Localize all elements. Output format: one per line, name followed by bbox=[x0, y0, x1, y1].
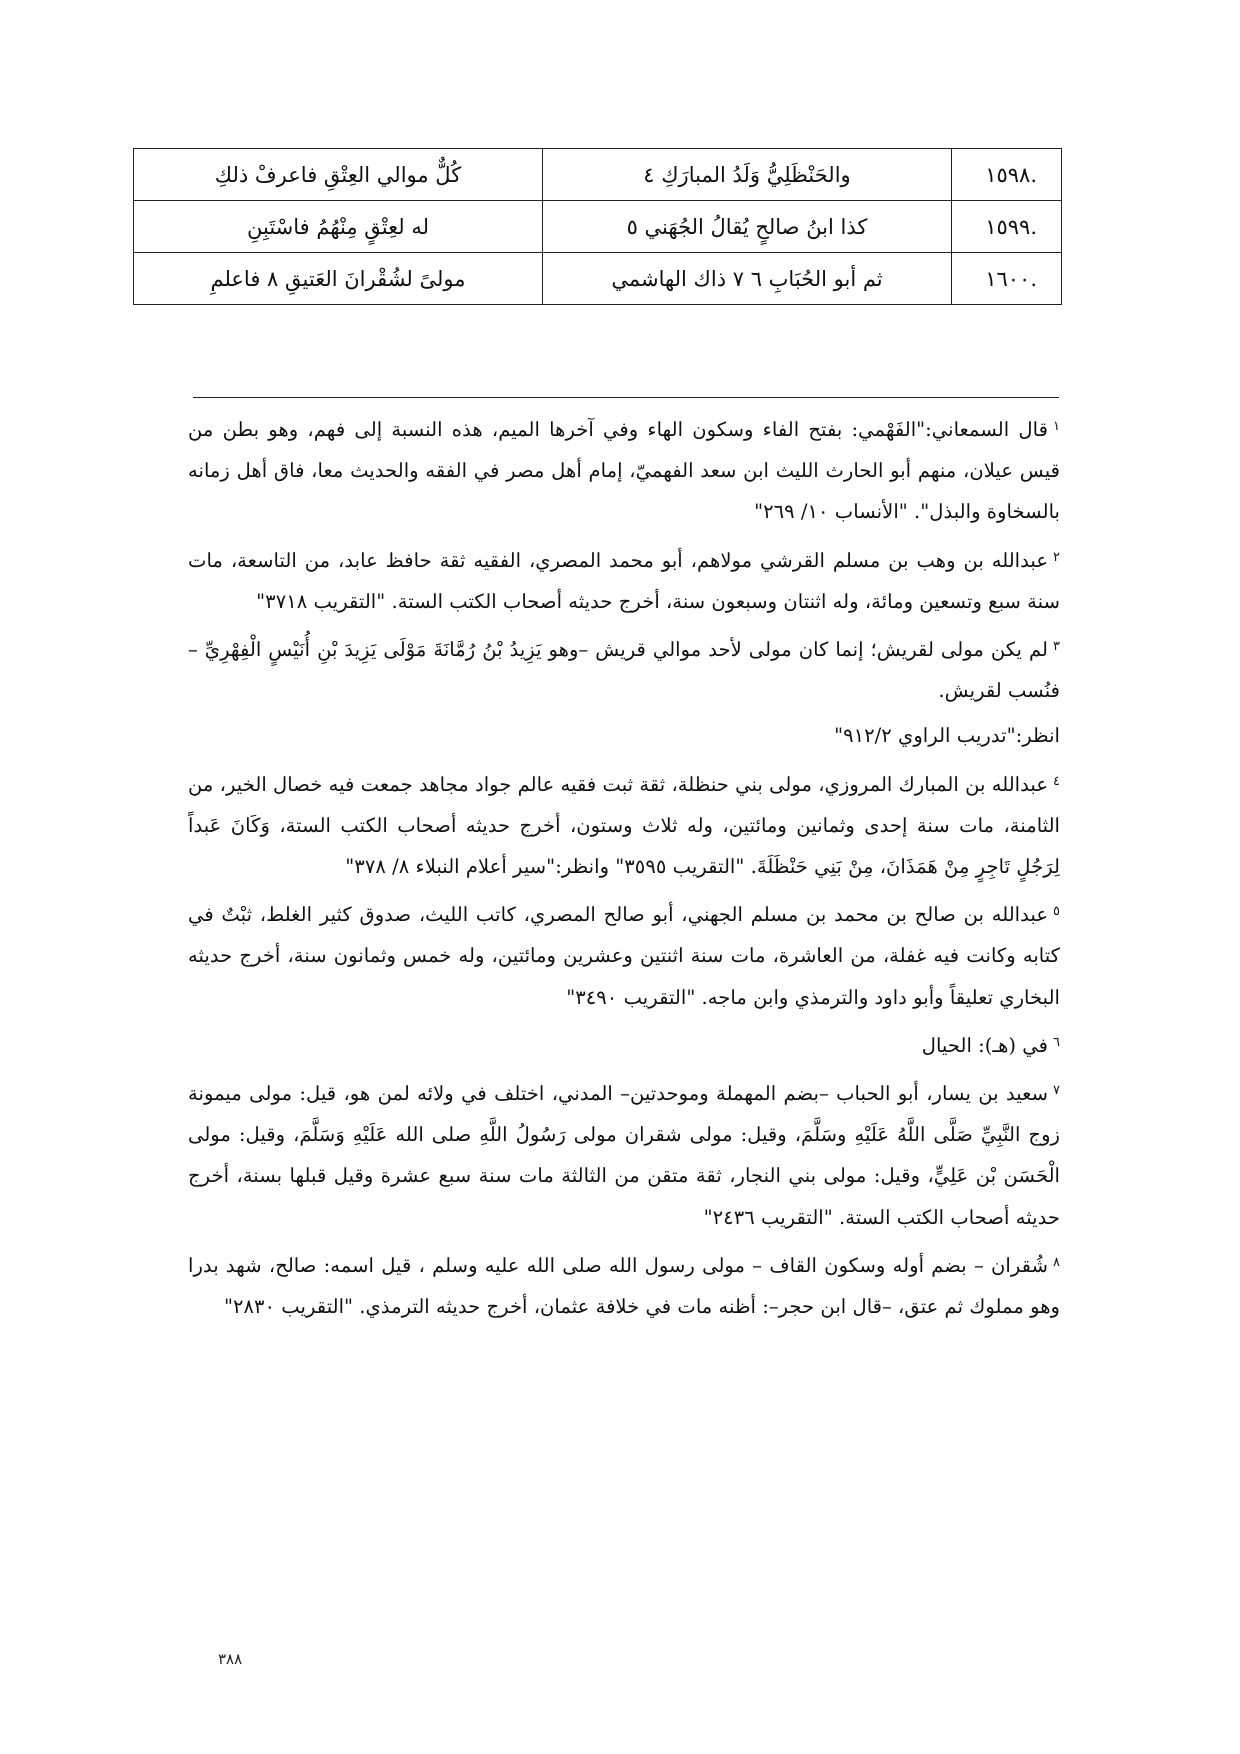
footnote bbox=[188, 891, 1060, 1018]
footnote-number: ١ bbox=[1053, 419, 1060, 434]
verse-row bbox=[134, 201, 1062, 253]
footnote-text: عبدالله بن صالح بن محمد بن مسلم الجهني، أبو صالح المصري، كاتب الليث، صدوق كثير الغلط، ثبْتٌ في كتابه وكانت فيه غفلة، من العاشرة، مات سنة اثنتين وعشرين ومائتين، وله خمس وثمانون سنة، أخرج حديثه البخاري تعليقاً وأبو داود والترمذي وابن ماجه. "التقريب ٣٤٩٠" bbox=[188, 903, 1060, 1009]
footnote-reference bbox=[188, 715, 1060, 756]
footnote bbox=[188, 1070, 1060, 1238]
footnote-separator bbox=[193, 397, 1059, 398]
verse-number: .١٥٩٨ bbox=[952, 149, 1062, 201]
footnote bbox=[188, 626, 1060, 711]
footnote-number: ٣ bbox=[1053, 639, 1060, 655]
footnotes bbox=[188, 406, 1060, 1331]
footnote bbox=[188, 537, 1060, 622]
footnote-text: انظر:"تدريب الراوي ٩١٢/٢" bbox=[834, 724, 1060, 748]
footnote-text: عبدالله بن وهب بن مسلم القرشي مولاهم، أبو محمد المصري، الفقيه ثقة حافظ عابد، من التاسعة، مات سنة سبع وتسعين ومائة، وله اثنتان وسبعون سنة، أخرج حديثه أصحاب الكتب الستة. "التقريب ٣٧١٨" bbox=[188, 548, 1060, 613]
verse-second-hemistich: مولىً لشُقْرانَ العَتيقِ ٨ فاعلمِ bbox=[134, 253, 543, 305]
verse-second-hemistich: له لعِتْقٍ مِنْهُمُ فاسْتَبِنِ bbox=[134, 201, 543, 253]
verse-first-hemistich: والحَنْظَلِيُّ وَلَدُ المبارَكِ ٤ bbox=[543, 149, 952, 201]
page-number: ٣٨٨ bbox=[218, 1650, 243, 1668]
footnote-text: شُقران – بضم أوله وسكون القاف – مولى رسول الله صلى الله عليه وسلم ، قيل اسمه: صالح، شهد بدرا وهو مملوك ثم عتق، –قال ابن حجر–: أظنه مات في خلافة عثمان، أخرج حديثه الترمذي. "التقريب ٢٨٣٠" bbox=[188, 1253, 1060, 1319]
footnote bbox=[188, 1242, 1060, 1327]
footnote bbox=[188, 406, 1060, 533]
footnote-text: عبدالله بن المبارك المروزي، مولى بني حنظلة، ثقة ثبت فقيه عالم جواد مجاهد جمعت فيه خصال الخير، من الثامنة، مات سنة إحدى وثمانين ومائتين، وله ثلاث وستون، أخرج حديثه أصحاب الكتب الستة، وَكَانَ عَبداً لِرَجُلٍ تَاجِرٍ مِنْ هَمَذَانَ، مِنْ بَنِي حَنْظَلَةَ. "التقريب ٣٥٩٥" وانظر:"سير أعلام النبلاء ٨/ ٣٧٨" bbox=[188, 772, 1060, 879]
footnote-number: ٨ bbox=[1053, 1254, 1060, 1270]
footnote-number: ٦ bbox=[1053, 1034, 1060, 1050]
footnote-text: سعيد بن يسار، أبو الحباب –بضم المهملة وموحدتين– المدني، اختلف في ولائه لمن هو، قيل: مولى ميمونة زوج النَّبِيِّ صَلَّى اللَّهُ عَلَيْهِ وسَلَّمَ، وقيل: مولى شقران مولى رَسُولُ اللَّهِ صلى الله عَلَيْهِ وَسَلَّمَ، وقيل: مولى الْحَسَن بْن عَلِيٍّ، وقيل: مولى بني النجار، ثقة متقن من الثالثة مات سنة سبع عشرة وقيل قبلها بسنة، أخرج حديثه أصحاب الكتب الستة. "التقريب ٢٤٣٦" bbox=[188, 1082, 1060, 1229]
verse-row bbox=[134, 253, 1062, 305]
footnote-number: ٤ bbox=[1053, 773, 1060, 789]
footnote-text: لم يكن مولى لقريش؛ إنما كان مولى لأحد موالي قريش –وهو يَزِيدُ بْنُ رُمَّانَةَ مَوْلَى يَزِيدَ بْنِ أُنَيْسٍ الْفِهْرِيِّ – فنُسب لقريش. bbox=[188, 638, 1060, 703]
footnote-text: في (هـ): الحيال bbox=[921, 1033, 1049, 1057]
verse-number: .١٦٠٠ bbox=[952, 253, 1062, 305]
verse-first-hemistich: كذا ابنُ صالحٍ يُقالُ الجُهَني ٥ bbox=[543, 201, 952, 253]
footnote-number: ٥ bbox=[1053, 904, 1060, 920]
verse-row bbox=[134, 149, 1062, 201]
verse-first-hemistich: ثم أبو الحُبَابِ ٦ ٧ ذاك الهاشمي bbox=[543, 253, 952, 305]
footnote-text: قال السمعاني:"الفَهْمي: بفتح الفاء وسكون الهاء وفي آخرها الميم، هذه النسبة إلى فهم، وهو بطن من قيس عيلان، منهم أبو الحارث الليث ابن سعد الفهميّ، إمام أهل مصر في الفقه والحديث معا، فاق أهل زمانه بالسخاوة والبذل". "الأنساب ١٠/ ٢٦٩" bbox=[188, 418, 1060, 524]
footnote-number: ٧ bbox=[1053, 1083, 1060, 1099]
footnote bbox=[188, 761, 1060, 888]
verse-second-hemistich: كُلٌّ موالي العِتْقِ فاعرفْ ذلكِ bbox=[134, 149, 543, 201]
footnote-number: ٢ bbox=[1053, 549, 1060, 565]
footnote bbox=[188, 1022, 1060, 1066]
verse-number: .١٥٩٩ bbox=[952, 201, 1062, 253]
verses-table bbox=[133, 148, 1062, 305]
